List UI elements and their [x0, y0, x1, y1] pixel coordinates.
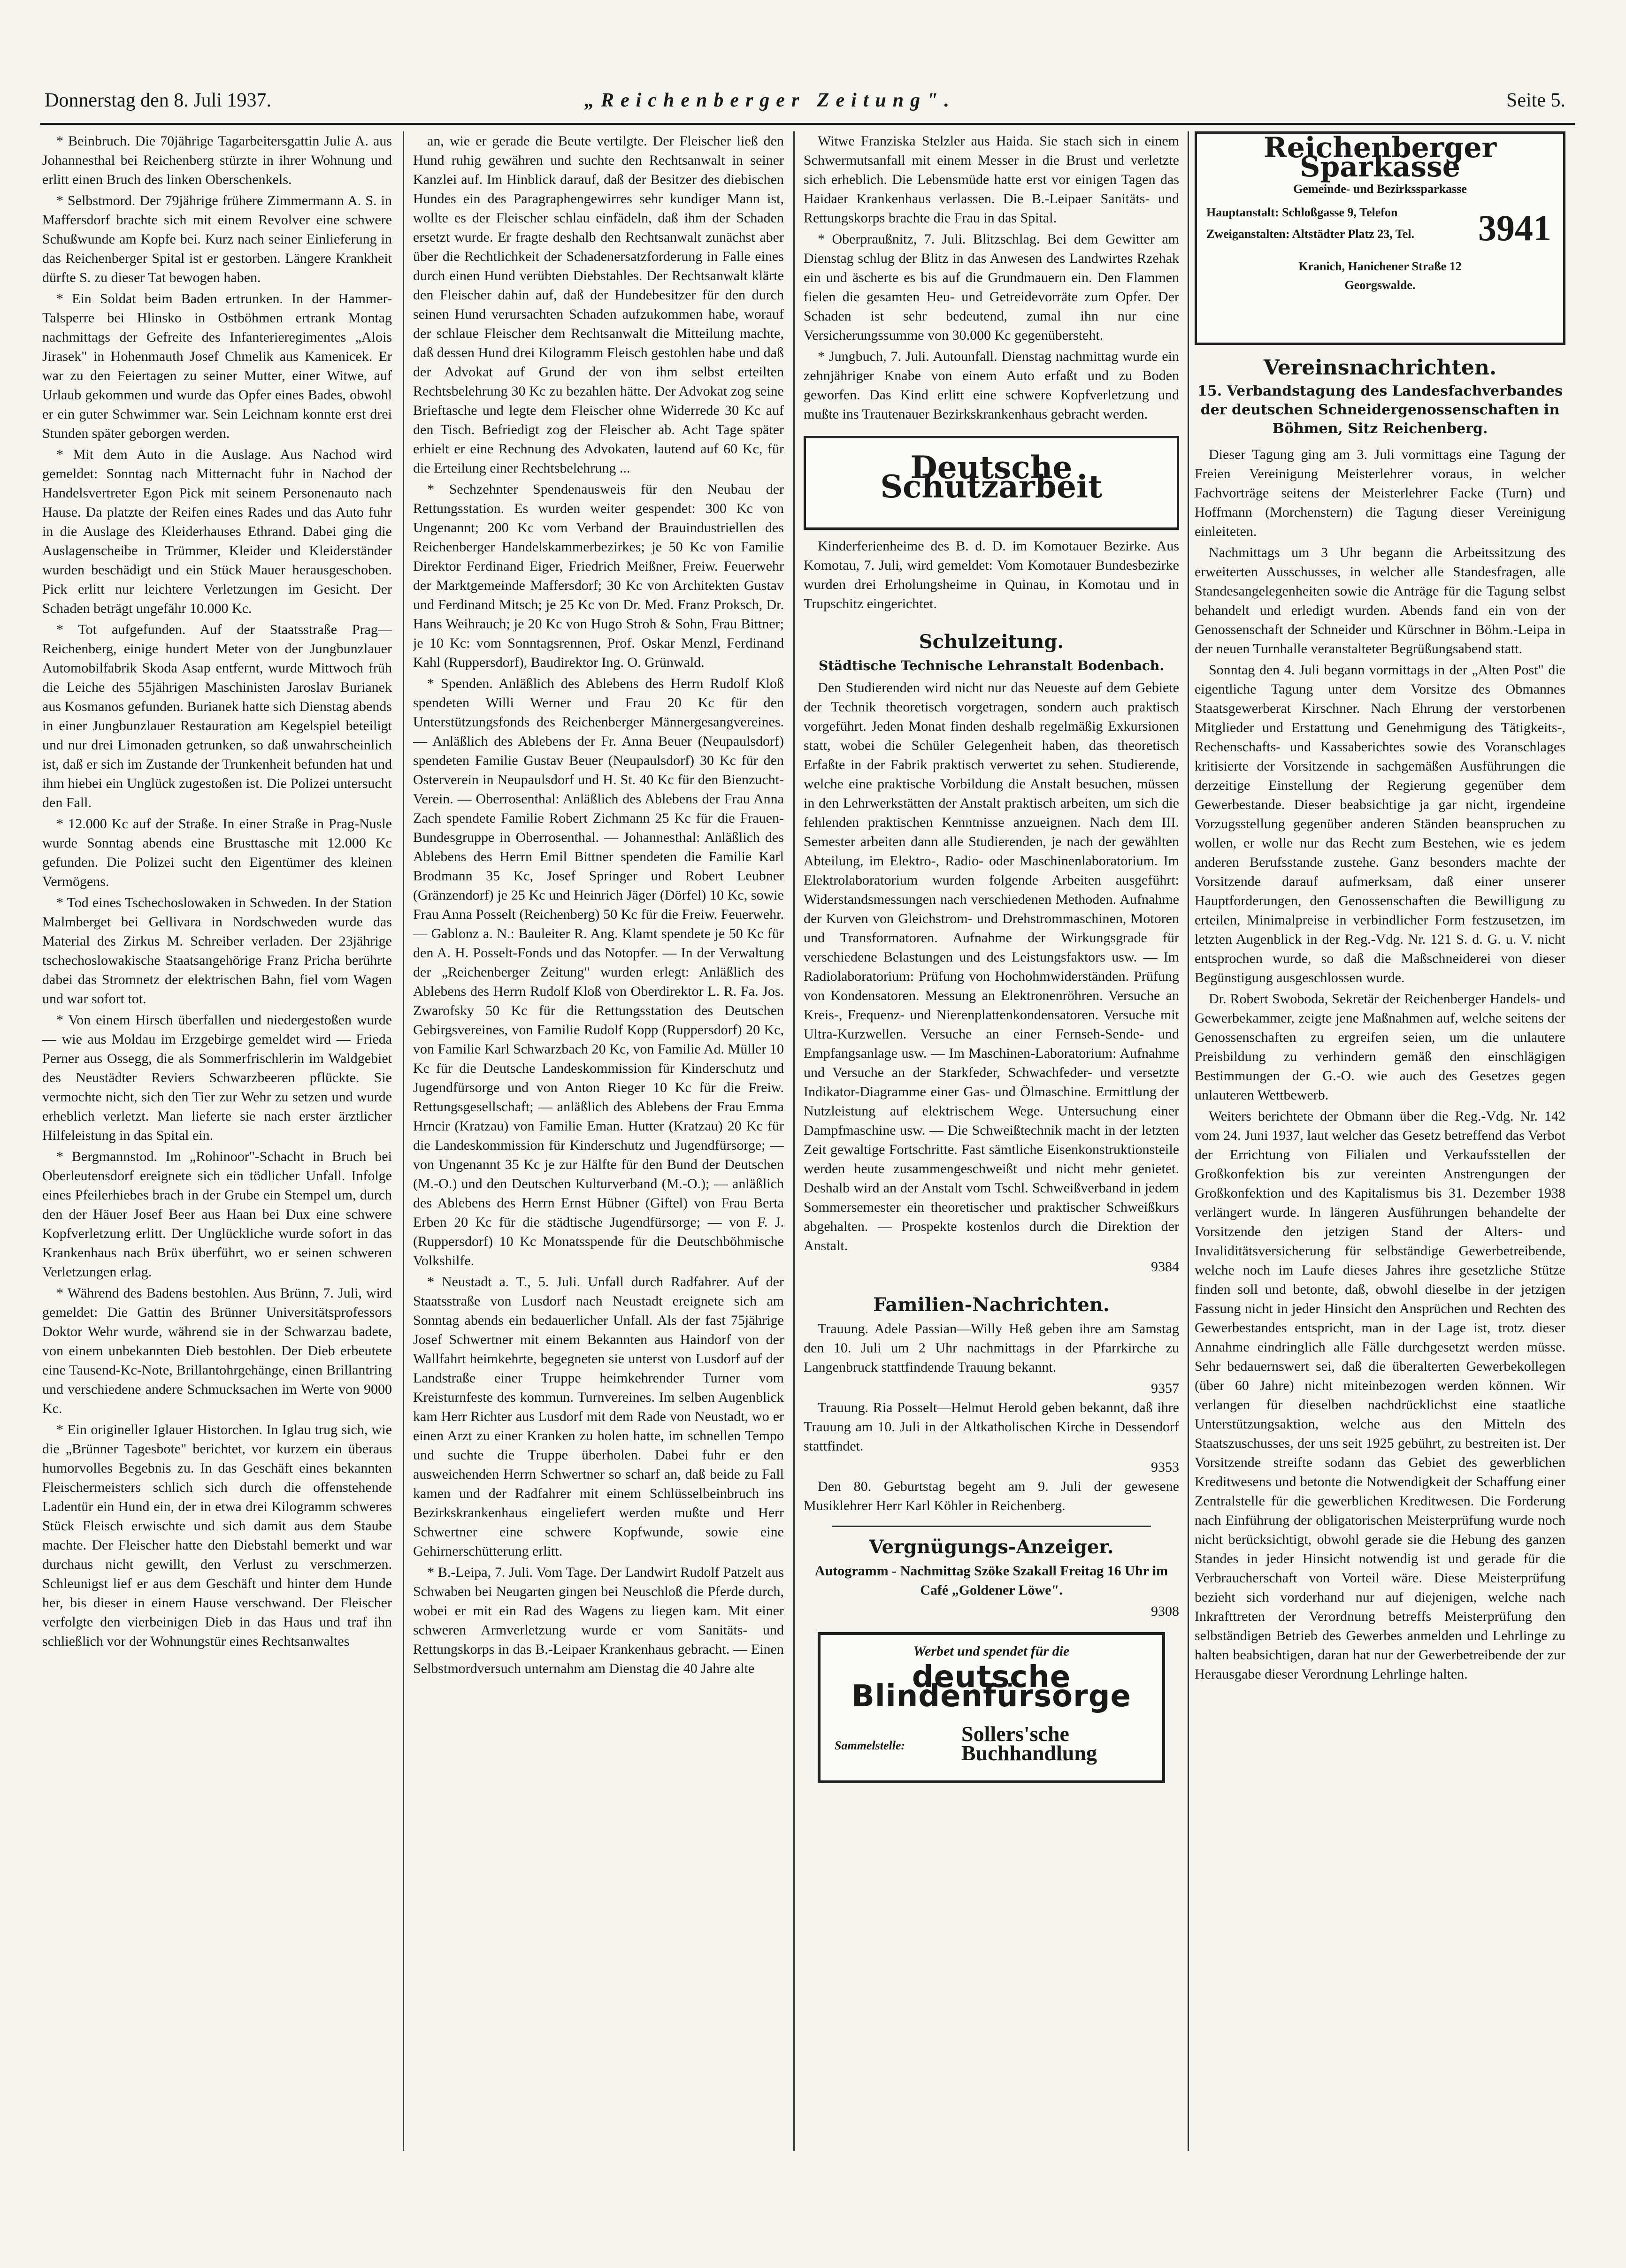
vergnuegung-heading: Vergnügungs-Anzeiger. [869, 1536, 1114, 1558]
verein-heading: Vereinsnachrichten. [1263, 356, 1497, 380]
sparkasse-addr1: Kranich, Hanichener Straße 12 [1298, 260, 1462, 273]
article-paragraph: * Jungbuch, 7. Juli. Autounfall. Dienstag nachmittag wurde ein zehnjähriger Knabe von einem Auto erfaßt und zu Boden geworfen. Das Kind erlitt eine schwere Kopfverletzung und mußte ins Trautenauer Bezirkskrankenhaus gebracht werden. [804, 349, 1179, 422]
article-paragraph: * Sechzehnter Spendenausweis für den Neubau der Rettungsstation. Es wurden weiter gespendet: 300 Kc von Ungenannt; 200 Kc vom Verband der Brauindustriellen des Reichenberger Handelskammerbezirkes; je 50 Kc von Familie Direktor Ferdinand Eiger, Friedrich Meißner, Freiw. Feuerwehr der Marktgemeinde Maffersdorf; 30 Kc von Architekten Gustav und Ferdinand Mitsch; je 25 Kc von Dr. Med. Franz Proksch, Dr. Hans Weihrauch; je 20 Kc von Hugo Stroh & Sohn, Frau Bittner; je 10 Kc: vom Sonntagsrennen, Prof. Oskar Menzl, Ferdinand Kahl (Ruppersdorf), Baudirektor Ing. O. Grünwald. [413, 481, 784, 670]
verein-paragraph: Dr. Robert Swoboda, Sekretär der Reichenberger Handels- und Gewerbekammer, zeigte jene Maßnahmen auf, welche seitens der Genossenschaften zu ergreifen seien, um die unlautere Preisbildung zu verhindern gemäß den einschlägigen Bestimmungen der G.-O. wie auch des Gesetzes gegen unlauteren Wettbewerb. [1195, 991, 1565, 1103]
verein-paragraph: Dieser Tagung ging am 3. Juli vormittags eine Tagung der Freien Vereinigung Meisterlehrer voraus, in welcher Fachvorträge seitens der Meisterlehrer Facke (Turn) und Hoffmann (Morchenstern) die Tagung dieser Vereinigung einleiteten. [1195, 447, 1565, 539]
schutzarbeit-box [804, 436, 1179, 530]
familie-item-2: Trauung. Ria Posselt—Helmut Herold geben bekannt, daß ihre Trauung am 10. Juli in der Altkatholischen Kirche in Dessendorf stattfindet. [804, 1400, 1179, 1454]
vergnuegung-text: Autogramm - Nachmittag Szöke Szakall Freitag 16 Uhr im Café „Goldener Löwe". [814, 1563, 1168, 1598]
schulzeitung-code: 9384 [1151, 1259, 1179, 1275]
column-1 [42, 131, 392, 2151]
article-paragraph: * Von einem Hirsch überfallen und niedergestoßen wurde — wie aus Moldau im Erzgebirge gemeldet wird — Frieda Perner aus Ossegg, die als Sommerfrischlerin im Waldgebiet des Neustädter Reviers Schwarzbeeren pflückte. Sie vermochte nicht, sich den Tier zur Wehr zu setzen und wurde erheblich verletzt. Man lieferte sie nach erster ärztlicher Hilfeleistung in das Spital ein. [42, 1012, 392, 1143]
article-paragraph: * Spenden. Anläßlich des Ablebens des Herrn Rudolf Kloß spendeten Willi Werner und Frau 20 Kc für den Unterstützungsfonds des Reichenberger Männergesangvereines. — Anläßlich des Ablebens der Fr. Anna Beuer (Neupaulsdorf) spendeten Familie Gustav Beuer (Neupaulsdorf) 30 Kc für den Osterverein in Neupaulsdorf und H. St. 40 Kc für den Bienzucht-Verein. — Oberrosenthal: Anläßlich des Ablebens der Frau Anna Zach spendete Familie Robert Zichmann 25 Kc für die Frauen-Bundesgruppe in Oberrosenthal. — Johannesthal: Anläßlich des Ablebens des Herrn Emil Bittner spendeten die Familie Karl Brodmann 35 Kc, Josef Springer und Robert Leubner (Gränzendorf) je 25 Kc und Heinrich Jäger (Dörfel) 10 Kc, sowie Frau Anna Posselt (Reichenberg) 50 Kc für die Freiw. Feuerwehr. — Gablonz a. N.: Bauleiter R. Ang. Klamt spendete je 50 Kc für den A. H. Posselt-Fonds und das Notopfer. — In der Verwaltung der „Reichenberger Zeitung" wurden erlegt: Anläßlich des Ablebens des Herrn Rudolf Kloß von Oberdirektor L. R. Fa. Jos. Zwarofsky 50 Kc für die Rettungsstation des Deutschen Gebirgsvereines, von Familie Rudolf Kopp (Ruppersdorf) 20 Kc, von Familie Karl Schwarzbach 20 Kc, von Familie Ad. Müller 10 Kc für die Deutsche Landeskommission für Kinderschutz und Jugendfürsorge und von Anton Rieger 10 Kc für die Freiw. Rettungsgesellschaft; — anläßlich des Ablebens der Frau Emma Hrncir (Kratzau) von Familie Eman. Hutter (Kratzau) 20 Kc für die Landeskommission für Kinderschutz und Jugendfürsorge; — von Ungenannt 35 Kc je zur Hälfte für den Bund der Deutschen (M.-O.) und den Deutschen Kulturverband (M.-O.); — anläßlich des Ablebens des Herrn Ernst Hübner (Giftel) von Frau Berta Erben 20 Kc für die städtische Jugendfürsorge; — von F. J. (Ruppersdorf) 10 Kc Monatsspende für die Deutschböhmische Volkshilfe. [413, 676, 784, 1268]
familie-code-1: 9357 [1151, 1381, 1179, 1396]
verein-paragraph: Nachmittags um 3 Uhr begann die Arbeitssitzung des erweiterten Ausschusses, in welcher alle Standesfragen, alle Standesangelegenheiten sowie die Anträge für die Tagung selbst behandelt und erledigt wurden. Abends fand ein von der Genossenschaft der Schneider und Kürschner in Böhm.-Leipa in der neuen Turnhalle veranstalteter Begrüßungsabend statt. [1195, 545, 1565, 657]
article-paragraph: * Selbstmord. Der 79jährige frühere Zimmermann A. S. in Maffersdorf brachte sich mit einem Revolver eine schwere Schußwunde am Kopfe bei. Kurz nach seiner Einlieferung in das Reichenberger Spital ist er gestorben. Längere Krankheit dürfte S. zu dieser Tat bewogen haben. [42, 193, 392, 285]
article-paragraph: * Ein Soldat beim Baden ertrunken. In der Hammer-Talsperre bei Hlinsko in Ostböhmen ertrank Montag nachmittags der Gefreite des Infanterieregimentes „Alois Jirasek" in Hohenmauth Josef Chmelik aus Kamenicek. Er war zu den Feiertagen zu seiner Mutter, einer Witwe, auf Urlaub gekommen und wurde das Opfer eines Bades, obwohl er ein guter Schwimmer war. Sein Leichnam konnte erst drei Stunden später geborgen werden. [42, 291, 392, 441]
blinden-ad-line1: Werbet und spendet für die [913, 1643, 1070, 1659]
section-divider [832, 1526, 1151, 1527]
sparkasse-ad [1195, 131, 1565, 345]
article-paragraph: * Bergmannstod. Im „Rohinoor"-Schacht in Bruch bei Oberleutensdorf ereignete sich ein tödlicher Unfall. Infolge eines Pfeilerhiebes brach in der Grube ein Stempel um, durch den der Häuer Josef Beer aus Haan bei Dux eine schwere Kopfverletzung erlitt. Der Unglückliche wurde sofort in das Krankenhaus nach Brüx überführt, wo er seinen schweren Verletzungen erlag. [42, 1149, 392, 1280]
header-date: Donnerstag den 8. Juli 1937. [45, 90, 271, 111]
article-paragraph: * Beinbruch. Die 70jährige Tagarbeitersgattin Julie A. aus Johannesthal bei Reichenberg stürzte in ihrer Wohnung und erlitt einen Bruch des linken Oberschenkels. [42, 133, 392, 187]
schulzeitung-heading: Schulzeitung. [919, 631, 1064, 653]
header-page-number: Seite 5. [1506, 90, 1565, 111]
column-3 [804, 131, 1179, 2151]
article-paragraph: Witwe Franziska Stelzler aus Haida. Sie stach sich in einem Schwermutsanfall mit einem Messer in die Brust und verletzte sich erheblich. Die Lebensmüde hatte erst vor einigen Tagen das Haidaer Krankenhaus verlassen. Die B.-Leipaer Sanitäts- und Rettungskorps brachte die Frau in das Spital. [804, 133, 1179, 226]
schutzarbeit-text: Kinderferienheime des B. d. D. im Komotauer Bezirke. Aus Komotau, 7. Juli, wird gemeldet: Vom Komotauer Bundesbezirke wurden drei Erholungsheime in Quinau, in Komotau und in Trupschitz eingerichtet. [804, 538, 1179, 611]
article-paragraph: * Neustadt a. T., 5. Juli. Unfall durch Radfahrer. Auf der Staatsstraße von Lusdorf nach Neustadt ereignete sich am Sonntag abends ein bedauerlicher Unfall. Als der fast 75jährige Josef Schwertner mit einem Bekannten aus Haindorf von der Wallfahrt heimkehrte, begegneten sie unterst von Lusdorf auf der Landstraße einer Truppe heimkehrender Turner vom Kreisturnfeste des kommun. Turnvereines. Im selben Augenblick kam Herr Richter aus Lusdorf mit dem Rade von Neustadt, wo er einen Arzt zu einer Kranken zu holen hatte, im schnellen Tempo und suchte die Truppe überholen. Dabei fuhr er den ausweichenden Herrn Schwertner so scharf an, daß beide zu Fall kamen und der Radfahrer mit einem Schlüsselbeinbruch ins Bezirkskrankenhaus eingeliefert werden mußte und Herr Schwertner eine schwere Kopfwunde, sowie eine Gehirnerschütterung erlitt. [413, 1274, 784, 1559]
familie-code-2: 9353 [1151, 1459, 1179, 1475]
column-3-articles [804, 131, 1179, 424]
schulzeitung-text: Den Studierenden wird nicht nur das Neueste auf dem Gebiete der Technik theoretisch vorgetragen, sondern auch praktisch vorgeführt. Jeden Monat finden deshalb regelmäßig Exkursionen statt, wobei die Schüler Gelegenheit haben, das theoretisch Erfaßte in der Fabrik praktisch verwertet zu sehen. Studierende, welche eine praktische Vorbildung die Anstalt besuchen, müssen in den Lehrwerkstätten der Anstalt praktisch arbeiten, um sich die fehlenden praktischen Kenntnisse anzueignen. Nach dem III. Semester arbeiten dann alle Studierenden, je nach der gewählten Abteilung, im Elektro-, Radio- oder Maschinenlaboratorium. Im Elektrolaboratorium wurden folgende Arbeiten ausgeführt: Widerstandsmessungen nach verschiedenen Methoden. Aufnahme der Kurven von Gleichstrom- und Drehstrommaschinen, Motoren und Transformatoren. Aufnahme der Wirkungsgrade für verschiedene Belastungen und des Leistungsfaktors usw. — Im Radiolaboratorium: Prüfung von Hochohmwiderständen. Prüfung von Kondensatoren. Messung an Elektronenröhren. Versuche an Kreis-, Frequenz- und Nierenplattenkondensatoren. Versuche mit Ultra-Kurzwellen. Versuche an einer Fernseh-Sende- und Empfangsanlage usw. — Im Maschinen-Laboratorium: Aufnahme und Versuche an der Starkfeder, Schwachfeder- und versetzte Indikator-Diagramme einer Gas- und Ölmaschine. Ermittlung der Nutzleistung auf elektrischem Wege. Untersuchung einer Dampfmaschine usw. — Die Schweißtechnik macht in der letzten Zeit gewaltige Fortschritte. Fast sämtliche Eisenkonstruktionsteile werden heute zusammengeschweißt und nicht mehr genietet. Deshalb wird an der Anstalt vom Tschl. Schweißverband in jedem Sommersemester ein theoretischer und praktischer Schweißkurs abgehalten. — Prospekte kostenlos durch die Direktion der Anstalt. [804, 680, 1179, 1253]
article-paragraph: * Ein origineller Iglauer Historchen. In Iglau trug sich, wie die „Brünner Tagesbote" berichtet, vor kurzem ein überaus humorvolles Begebnis zu. In das Geschäft eines bekannten Fleischermeisters schlich sich durch die offenstehende Ladentür ein Hund ein, der in etwa drei Kilogramm schweres Stück Fleisch erwischte und sich damit aus dem Staube machte. Der Fleischer hatte den Diebstahl bemerkt und war durchaus nicht gewillt, den Verlust zu verschmerzen. Schleunigst lief er aus dem Geschäft und hinter dem Hunde her, bis dieser in einem Hause verschwand. Der Fleischer verfolgte den vierbeinigen Dieb in das Haus und traf ihn schließlich vor der Wohnungstür eines Rechtsanwaltes [42, 1422, 392, 1649]
column-2 [413, 131, 784, 2151]
sparkasse-haupt: Hauptanstalt: Schloßgasse 9, Telefon [1206, 206, 1398, 219]
article-paragraph: * Oberpraußnitz, 7. Juli. Blitzschlag. Bei dem Gewitter am Dienstag schlug der Blitz in das Anwesen des Landwirtes Rzehak ein und äscherte es bis auf die Grundmauern ein. Den Flammen fielen die gesamten Heu- und Getreidevorräte zum Opfer. Der Schaden ist sehr bedeutend, zumal ihn nur eine Versicherungssumme von 30.000 Kc gegenübersteht. [804, 231, 1179, 343]
schutzarbeit-title: Deutsche Schutzarbeit [880, 449, 1103, 505]
header-title: „Reichenberger Zeitung". [584, 90, 956, 111]
article-paragraph: * B.-Leipa, 7. Juli. Vom Tage. Der Landwirt Rudolf Patzelt aus Schwaben bei Neugarten gingen bei Neuschloß die Pferde durch, wobei er mit ein Rad des Wagens zu liegen kam. Mit einer schweren Armverletzung wurde er vom Sanitäts- und Rettungskorps in das B.-Leipaer Krankenhaus gebracht. — Einen Selbstmordversuch unternahm am Dienstag die 40 Jahre alte [413, 1565, 784, 1676]
column-divider [793, 131, 795, 2151]
sparkasse-name: Reichenberger Sparkasse [1263, 131, 1497, 183]
blindenfuersorge-ad [818, 1632, 1165, 1783]
verein-subtitle: 15. Verbandstagung des Landesfachverbandes der deutschen Schneidergenossenschaften in Böhmen, Sitz Reichenberg. [1197, 383, 1563, 437]
familie-heading: Familien-Nachrichten. [873, 1294, 1110, 1316]
article-paragraph: * Mit dem Auto in die Auslage. Aus Nachod wird gemeldet: Sonntag nach Mitternacht fuhr in Nachod der Handelsvertreter Egon Pick mit seinem Personenauto nach Hause. Da platzte der Reifen eines Rades und das Auto fuhr in die Auslage des Kleiderhauses Ethrand. Dabei ging die Auslagenscheibe in Trümmer, Kleider und Kleiderständer wurden beschädigt und ein Stück Mauer herausgeschoben. Pick erlitt nur leichtere Verletzungen im Gesicht. Der Schaden beträgt ungefähr 10.000 Kc. [42, 447, 392, 616]
verein-paragraph: Weiters berichtete der Obmann über die Reg.-Vdg. Nr. 142 vom 24. Juni 1937, laut welcher das Gesetz betreffend das Verbot der Errichtung von Filialen und Verkaufsstellen der Großkonfektion bis zur vereinten Anstrengungen der Großkonfektion und des Kapitalismus bis 31. Dezember 1938 verlängert wurde. In längeren Ausführungen behandelte der Vorsitzende den jetzigen Stand der Alters- und Invaliditätsversicherung für selbständige Gewerbetreibende, welche noch im Laufe dieses Jahres ihre gesetzliche Stütze finden soll und betonte, daß, obwohl dieselbe in der jetzigen Fassung nicht in jeder Hinsicht den Ansprüchen und Rechten des Gewerbestandes entspricht, man in der Lage ist, trotz dieser Annahme eindringlich alle Fälle durchgesetzt werden müsse. Sehr bedauernswert sei, daß die überalterten Gewerbekollegen (über 60 Jahre) nicht miteinbezogen werden können. Wir verlangen für dieselben nachdrücklichst eine staatliche Unterstützungsaktion, welche aus den Mitteln des Staatszuschusses, der uns seit 1925 gebührt, zu bestreiten ist. Der Vorsitzende streifte sodann das Gebiet des gewerblichen Kreditwesens und betonte die Notwendigkeit der Schaffung einer Zentralstelle für die gewerblichen Kreditwesen. Die Forderung nach Einführung der obligatorischen Meisterprüfung wurde noch nicht berücksichtigt, obwohl gerade sie die Hebung des ganzen Standes in jeder Hinsicht notwendig ist und gerade für die Verbraucherschaft von Vorteil wäre. Diese Meisterprüfung bezieht sich vorderhand nur auf diejenigen, welche nach Inkrafttreten der Verordnung betreffs Meisterprüfung den selbständigen Betrieb des Gewerbes anmelden und Lehrlinge zu halten beabsichtigen, daran hat nur der Gewerbetreibende der zur Herausgabe dieser Verordnung Lehrlinge halten. [1195, 1108, 1565, 1682]
column-4 [1195, 131, 1565, 2151]
article-paragraph: * Tod eines Tschechoslowaken in Schweden. In der Station Malmberget bei Gellivara in Nordschweden wurde das Material des Zirkus M. Schreiber verladen. Der 23jährige tschechoslowakische Staatsangehörige Franz Pricha berührte dabei das Stromnetz der elektrischen Bahn, fiel vom Wagen und war sofort tot. [42, 895, 392, 1007]
page-header [45, 89, 1565, 117]
verein-paragraph: Sonntag den 4. Juli begann vormittags in der „Alten Post" die eigentliche Tagung unter dem Vorsitze des Obmannes Staatsgewerberat Kirschner. Nach Ehrung der verstorbenen Mitglieder und Erstattung und Genehmigung des Tätigkeits-, Rechenschafts- und Kassaberichtes sowie des Voranschlages kritisierte der Vorsitzende in sachgemäßen Ausführungen die derzeitige Einstellung der Regierung gegenüber dem Gewerbestande. Dieser beabsichtige ja gar nicht, irgendeine Vorzugsstellung gegenüber anderen Ständen beanspruchen zu wollen, er wolle nur das Recht zum Bestehen, wie es jedem anderen Berufsstande zustehe. Ganz besonders machte der Vorsitzende darauf aufmerksam, daß einer unserer Hauptforderungen, den Genossenschaften die Bewilligung zu erteilen, Minimalpreise in verbindlicher Form festzusetzen, im letzten Augenblick in der Reg.-Vdg. Nr. 121 S. d. G. u. V. nicht entsprochen wurde, so daß die Maßschneiderei von dieser Begünstigung ausgeschlossen wurde. [1195, 662, 1565, 985]
column-divider [403, 131, 404, 2151]
blinden-ad-line3: Sammelstelle: [835, 1739, 905, 1752]
article-paragraph: * Während des Badens bestohlen. Aus Brünn, 7. Juli, wird gemeldet: Die Gattin des Brünner Universitätsprofessors Doktor Wehr wurde, während sie in der Schwarzau badete, von einem unbekannten Dieb bestohlen. Der Dieb erbeutete eine Tausend-Kc-Note, Brillantohrgehänge, einen Brillantring und verschiedene andere Schmucksachen im Werte von 9000 Kc. [42, 1285, 392, 1416]
vergnuegung-code: 9308 [1151, 1604, 1179, 1619]
familie-item-1: Trauung. Adele Passian—Willy Heß geben ihre am Samstag den 10. Juli um 2 Uhr nachmittags in der Pfarrkirche zu Langenbruck stattfindende Trauung bekannt. [804, 1321, 1179, 1375]
familie-item-3: Den 80. Geburtstag begeht am 9. Juli der gewesene Musiklehrer Herr Karl Köhler in Reichenberg. [804, 1479, 1179, 1513]
sparkasse-sub: Gemeinde- und Bezirkssparkasse [1293, 182, 1467, 196]
article-paragraph: * 12.000 Kc auf der Straße. In einer Straße in Prag-Nusle wurde Sonntag abends eine Brusttasche mit 12.000 Kc gefunden. Die Polizei sucht den Eigentümer des kleinen Vermögens. [42, 816, 392, 889]
sparkasse-telephone: 3941 [1478, 207, 1551, 248]
schulzeitung-subtitle: Städtische Technische Lehranstalt Bodenbach. [819, 658, 1164, 673]
verein-body [1195, 445, 1565, 1684]
header-rule [40, 123, 1575, 125]
sparkasse-zweig: Zweiganstalten: Altstädter Platz 23, Tel. [1206, 227, 1414, 241]
blinden-ad-line2: deutsche Blindenfürsorge [851, 1660, 1131, 1714]
sparkasse-addr2: Georgswalde. [1344, 278, 1416, 292]
column-divider [1188, 131, 1189, 2151]
article-paragraph: * Tot aufgefunden. Auf der Staatsstraße Prag—Reichenberg, einige hundert Meter von der Jungbunzlauer Automobilfabrik Skoda Asap entfernt, wurde Mittwoch früh die Leiche des 55jährigen Maschinisten Jaroslav Burianek aus Kosmanos gefunden. Burianek hatte sich Dienstag abends in einer Jungbunzlauer Restauration am Kegelspiel beteiligt und nur drei Limonaden getrunken, so daß unwahrscheinlich ist, daß er sich im Zustande der Trunkenheit befunden hat und ihm hiebei ein Unglück zugestoßen ist. Die Polizei untersucht den Fall. [42, 622, 392, 810]
blinden-ad-line4: Sollers'sche Buchhandlung [961, 1722, 1097, 1765]
article-paragraph: an, wie er gerade die Beute vertilgte. Der Fleischer ließ den Hund ruhig gewähren und suchte den Rechtsanwalt in seiner Kanzlei auf. Im Hinblick darauf, daß der Besitzer des diebischen Hundes ein des Paragraphengewirres sehr kundiger Mann ist, wollte es der Fleischer schlau einfädeln, daß ihm der Schaden ersetzt wurde. Er fragte deshalb den Rechtsanwalt zunächst aber über die Rechtlichkeit der Schadenersatzforderung in Falle eines durch einen Hund verübten Diebstahles. Der Rechtsanwalt klärte den Fleischer dahin auf, daß der Hundebesitzer für den durch seinen Hund verursachten Schaden aufzukommen habe, worauf der schlaue Fleischer dem Rechtsanwalt die Mitteilung machte, daß dessen Hund drei Kilogramm Fleisch gestohlen habe und daß der Advokat auf Grund der von ihm selbst erteilten Rechtsbelehrung 30 Kc zu bezahlen hätte. Der Advokat zog seine Brieftasche und legte dem Fleischer ohne Widerrede 30 Kc auf den Tisch. Befriedigt zog der Fleischer ab. Acht Tage später erhielt er eine Rechnung des Advokaten, lautend auf 60 Kc, für die Erteilung einer Rechtsbelehrung ... [413, 133, 784, 476]
